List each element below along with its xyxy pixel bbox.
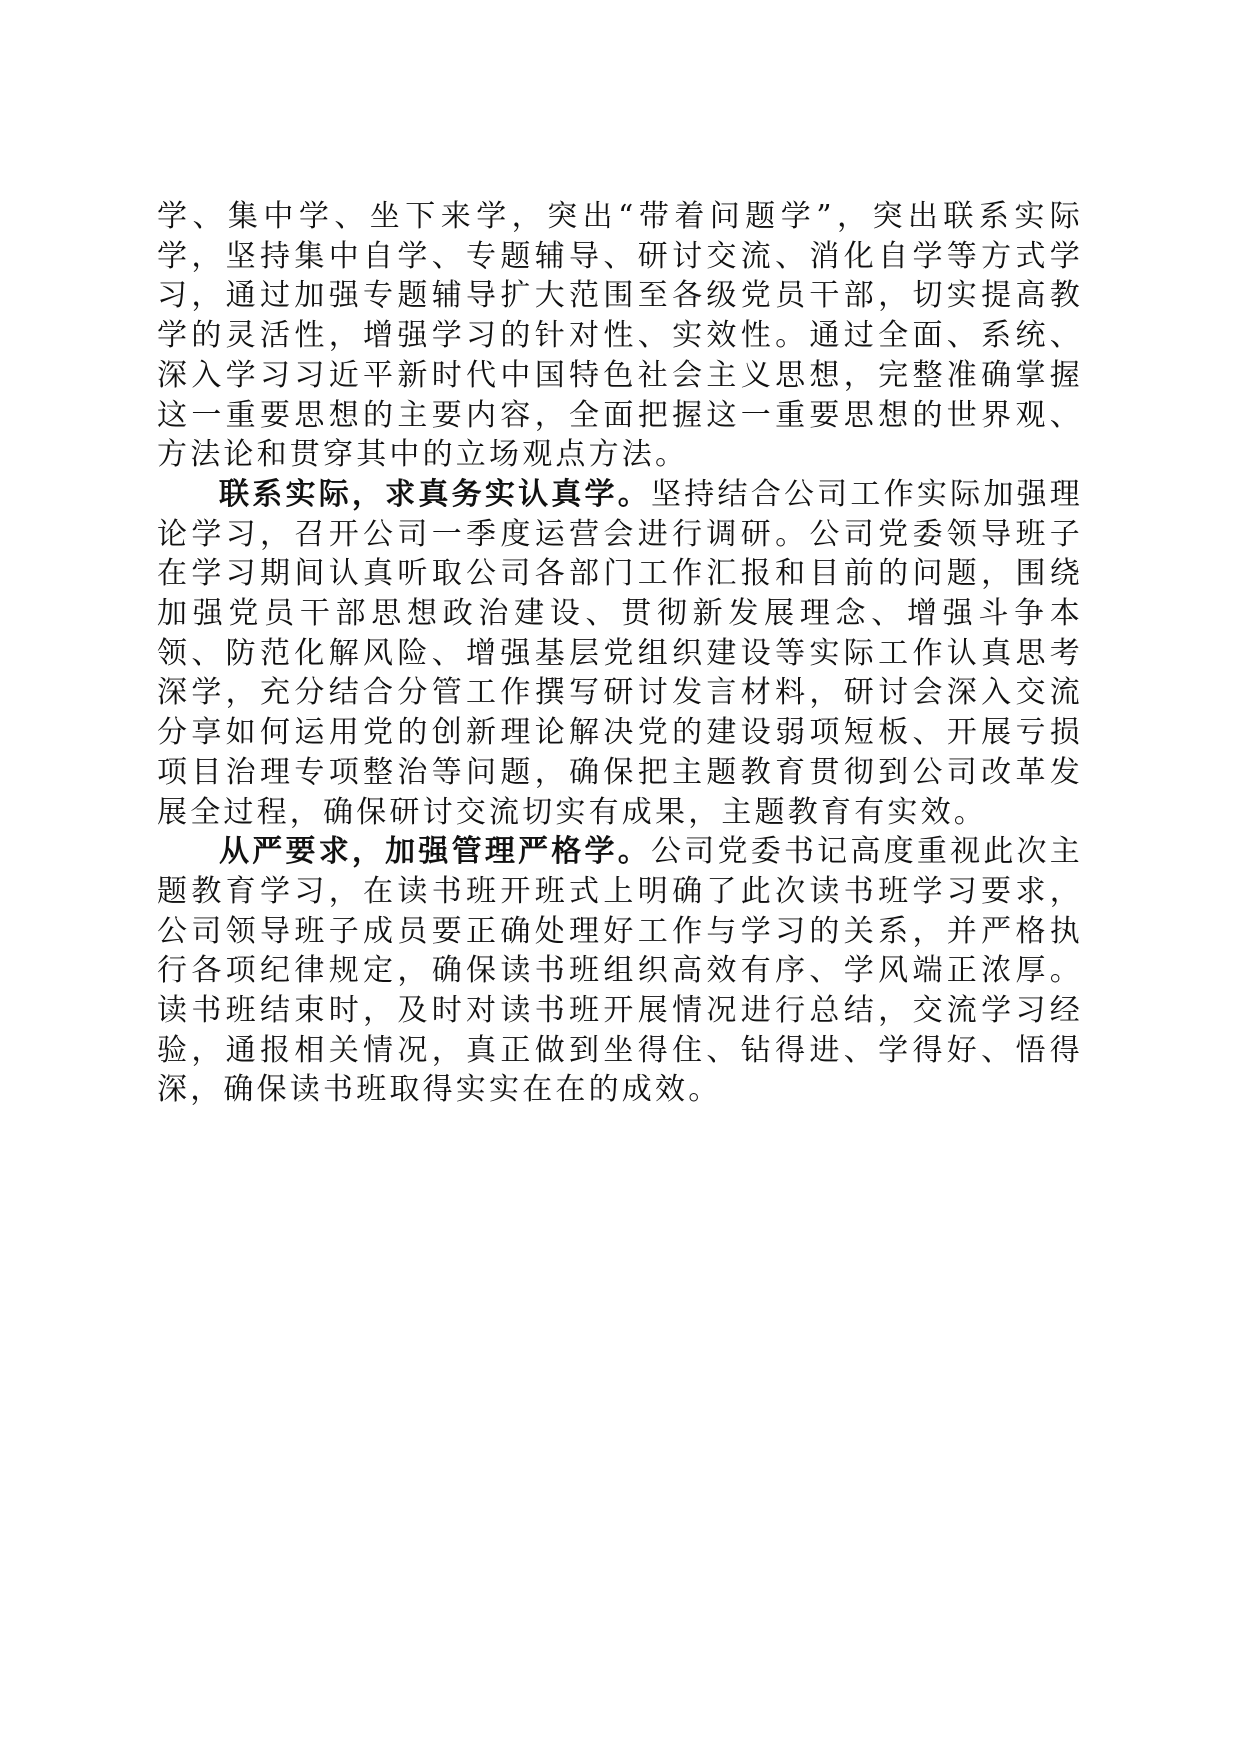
paragraph-strict bbox=[157, 832, 1083, 1110]
paragraph-text: 学、集中学、坐下来学，突出“带着问题学”，突出联系实际学，坚持集中自学、专题辅导、研讨交流、消化自学等方式学习，通过加强专题辅导扩大范围至各级党员干部，切实提高教学的灵活性，增强学习的针对性、实效性。通过全面、系统、深入学习习近平新时代中国特色社会主义思想，完整准确掌握这一重要思想的主要内容，全面把握这一重要思想的世界观、方法论和贯穿其中的立场观点方法。 bbox=[157, 199, 1083, 473]
document-body bbox=[157, 197, 1083, 1110]
paragraph-text: 坚持结合公司工作实际加强理论学习，召开公司一季度运营会进行调研。公司党委领导班子在学习期间认真听取公司各部门工作汇报和目前的问题，围绕加强党员干部思想政治建设、贯彻新发展理念、增强斗争本领、防范化解风险、增强基层党组织建设等实际工作认真思考深学，充分结合分管工作撰写研讨发言材料，研讨会深入交流分享如何运用党的创新理论解决党的建设弱项短板、开展亏损项目治理专项整治等问题，确保把主题教育贯彻到公司改革发展全过程，确保研讨交流切实有成果，主题教育有实效。 bbox=[157, 476, 1083, 830]
paragraph-continuation bbox=[157, 197, 1083, 475]
paragraph-practice bbox=[157, 475, 1083, 832]
paragraph-heading: 联系实际，求真务实认真学。 bbox=[219, 476, 652, 512]
paragraph-text: 公司党委书记高度重视此次主题教育学习，在读书班开班式上明确了此次读书班学习要求，公司领导班子成员要正确处理好工作与学习的关系，并严格执行各项纪律规定，确保读书班组织高效有序、学风端正浓厚。读书班结束时，及时对读书班开展情况进行总结，交流学习经验，通报相关情况，真正做到坐得住、钻得进、学得好、悟得深，确保读书班取得实实在在的成效。 bbox=[157, 834, 1083, 1108]
paragraph-heading: 从严要求，加强管理严格学。 bbox=[219, 834, 652, 870]
